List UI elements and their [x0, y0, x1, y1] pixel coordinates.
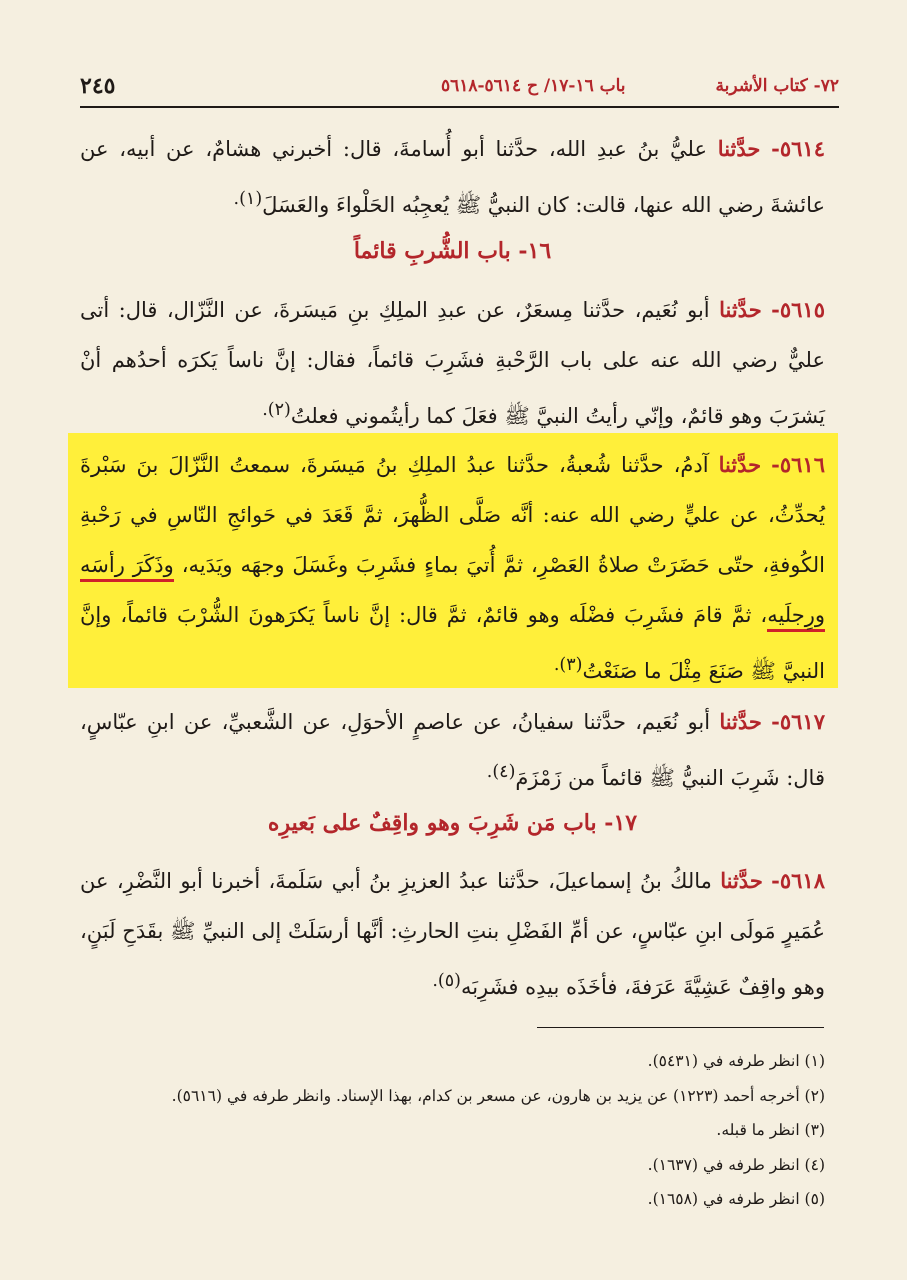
- chapter-heading-17: ١٧- باب مَن شَرِبَ وهو واقِفٌ على بَعيرِه: [267, 810, 638, 836]
- footnote-ref: (٢).: [262, 400, 291, 420]
- hadith-text: أبو نُعَيم، حدَّثنا سفيانُ، عن عاصمٍ الأحوَلِ، عن الشَّعبيِّ، عن ابنِ عبّاسٍ، قال: شَرِبَ النبيُّ ﷺ قائماً من زَمْزَمَ: [80, 710, 825, 790]
- footnote-item: (٤) انظر طرفه في (١٦٣٧).: [647, 1155, 825, 1174]
- hadith-keyword: حدَّثنا: [718, 452, 762, 477]
- chapter-heading-16: ١٦- باب الشُّربِ قائماً: [353, 238, 552, 264]
- hadith-keyword: حدَّثنا: [719, 709, 762, 734]
- hadith-number: ٥٦١٦-: [771, 452, 825, 477]
- header-rule: [80, 106, 839, 108]
- footnote-ref: (٥).: [432, 971, 461, 991]
- hadith-5617: [80, 697, 825, 803]
- hadith-keyword: حدَّثنا: [717, 136, 761, 161]
- hadith-keyword: حدَّثنا: [719, 297, 762, 322]
- hadith-keyword: حدَّثنا: [720, 868, 763, 893]
- footnote-ref: (٣).: [553, 655, 583, 675]
- running-header: [80, 68, 839, 104]
- hadith-5614: [80, 124, 825, 230]
- hadith-number: ٥٦١٨-: [771, 868, 825, 893]
- hadith-number: ٥٦١٤-: [771, 136, 825, 161]
- underlined-phrase: وذَكَرَ رأسَه ورِجلَيه: [80, 553, 825, 632]
- hadith-text: مالكُ بنُ إسماعيلَ، حدَّثنا عبدُ العزيزِ بنُ أبي سَلَمةَ، أخبرنا أبو النَّضْرِ، عن عُمَيرٍ مَولَى ابنِ عبّاسٍ، عن أمِّ الفَضْلِ بنتِ الحارثِ: أنَّها أرسَلَتْ إلى النبيِّ ﷺ بقَدَحِ لَبَنٍ، وهو واقِفٌ عَشِيَّةَ عَرَفةَ، فأخَذَه بيدِه فشَرِبَه: [80, 869, 825, 999]
- footnote-item: (٢) أخرجه أحمد (١٢٢٣) عن يزيد بن هارون، عن مسعر بن كدام، بهذا الإسناد. وانظر طرفه في (٥٦١٦).: [171, 1086, 825, 1105]
- section-range: باب ١٦-١٧/ ح ٥٦١٤-٥٦١٨: [440, 76, 626, 96]
- footnote-item: (٣) انظر ما قبله.: [716, 1121, 825, 1139]
- footnote-ref: (١).: [233, 189, 263, 209]
- footnote-item: (١) انظر طرفه في (٥٤٣١).: [647, 1052, 825, 1070]
- hadith-text: أبو نُعَيم، حدَّثنا مِسعَرٌ، عن عبدِ الملِكِ بنِ مَيسَرةَ، عن النَّزّال، قال: أتى عليٌّ رضي الله عنه على باب الرَّحْبةِ فشَرِبَ قائماً، فقال: إنَّ ناساً يَكرَه أحدُهم أنْ يَشرَبَ وهو قائمٌ، وإنّي رأيتُ النبيَّ ﷺ فعَلَ كما رأيتُموني فعلتُ: [80, 298, 825, 428]
- hadith-text: عليُّ بنُ عبدِ الله، حدَّثنا أبو أُسامةَ، قال: أخبرني هشامٌ، عن أبيه، عن عائشةَ رضي الله عنها، قالت: كان النبيُّ ﷺ يُعجِبُه الحَلْواءَ والعَسَلَ: [80, 137, 825, 217]
- hadith-number: ٥٦١٧-: [771, 709, 825, 734]
- hadith-text-after: ، ثمَّ قامَ فشَرِبَ فضْلَه وهو قائمٌ، ثمَّ قال: إنَّ ناساً يَكرَهونَ الشُّرْبَ قائماً، وإنَّ النبيَّ ﷺ صَنَعَ مِثْلَ ما صَنَعْتُ: [80, 603, 825, 683]
- footnote-ref: (٤).: [486, 762, 516, 782]
- footnotes: [80, 1044, 825, 1217]
- footnote-rule: [537, 1027, 824, 1028]
- page-number: ٢٤٥: [80, 73, 116, 99]
- chapter-title: ٧٢- كتاب الأشربة: [715, 76, 839, 96]
- hadith-text-before: آدمُ، حدَّثنا شُعبةُ، حدَّثنا عبدُ الملِكِ بنُ مَيسَرةَ، سمعتُ النَّزّالَ بنَ سَبْرةَ يُحدِّثُ، عن عليٍّ رضي الله عنه: أنَّه صَلَّى الظُّهرَ، ثمَّ قَعَدَ في حَوائجِ النّاسِ في رَحْبةِ الكُوفةِ، حتّى حَضَرَتْ صلاةُ العَصْرِ، ثمَّ أُتيَ بماءٍ فشَرِبَ وغَسَلَ وجهَه ويَدَيه،: [80, 453, 825, 577]
- hadith-5616: [80, 440, 825, 696]
- hadith-number: ٥٦١٥-: [771, 297, 825, 322]
- hadith-5615: [80, 285, 825, 441]
- hadith-5618: [80, 856, 825, 1012]
- footnote-item: (٥) انظر طرفه في (١٦٥٨).: [647, 1190, 825, 1208]
